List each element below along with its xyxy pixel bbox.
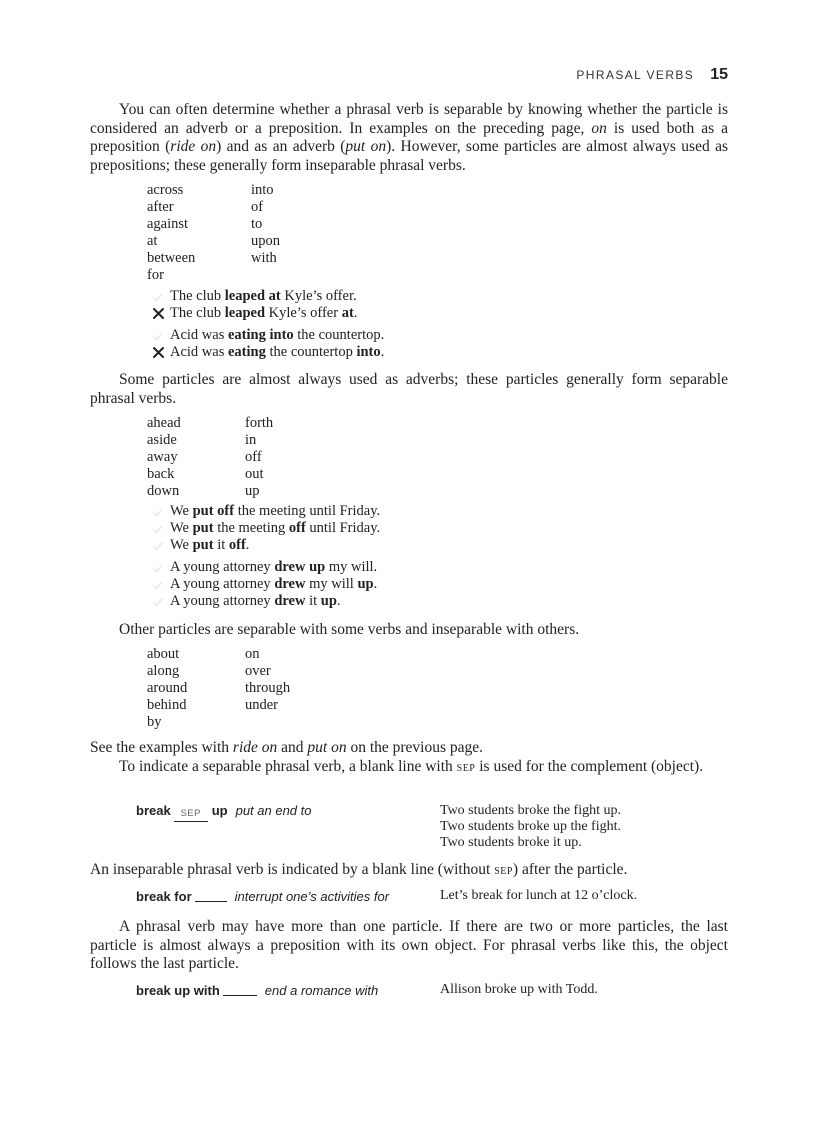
list-column	[147, 646, 245, 731]
particle-word: between	[147, 249, 196, 266]
definition-meaning: put an end to	[235, 803, 312, 818]
blank-line	[195, 889, 227, 902]
particle-word: into	[251, 182, 274, 198]
example-sentence: We put off the meeting until Friday.	[150, 503, 380, 520]
particle-word: across	[147, 182, 184, 198]
definition-example: Two students broke it up.	[440, 835, 582, 850]
particle-word: behind	[147, 696, 187, 713]
running-title: PHRASAL VERBS	[576, 68, 695, 82]
particle-word: back	[147, 465, 175, 482]
definition-break-for	[136, 888, 637, 905]
example-group-put-off	[150, 503, 380, 554]
correct-check-icon	[150, 330, 166, 342]
mixed-particle-list	[147, 646, 290, 731]
particle-word: with	[251, 249, 277, 266]
particle-word: away	[147, 448, 178, 465]
correct-check-icon	[150, 291, 166, 303]
paragraph-see-examples: See the examples with ride on and put on on the previous page.	[90, 739, 484, 756]
correct-check-icon	[150, 596, 166, 608]
paragraph-inseparable-notation: An inseparable phrasal verb is indicated by a blank line (without sep) after the particle.	[90, 861, 628, 878]
particle-word: on	[245, 646, 260, 662]
particle-word: of	[251, 198, 264, 215]
definition-term: break for interrupt one’s activities for	[136, 889, 390, 904]
particle-word: over	[245, 662, 271, 679]
paragraph-intro: You can often determine whether a phrasal verb is separable by knowing whether the particle is considered an adverb or a preposition. In examples on the preceding page, on is used both as a preposition (ride on) and as an adverb (put on). However, some particles are almost always used as prepositions; these generally form inseparable phrasal verbs.	[90, 101, 729, 174]
particle-word: down	[147, 482, 180, 499]
particle-word: to	[251, 215, 263, 232]
particle-word: upon	[251, 232, 280, 249]
particle-word: against	[147, 215, 189, 232]
example-group-drew-up	[150, 559, 377, 610]
particle-word: off	[245, 448, 262, 465]
list-column	[245, 415, 273, 500]
particle-word: in	[245, 431, 257, 448]
definition-meaning: interrupt one’s activities for	[234, 889, 390, 904]
incorrect-x-icon	[150, 346, 166, 359]
definition-example: Two students broke up the fight.	[440, 819, 621, 834]
example-group-leaped	[150, 288, 357, 322]
running-header	[576, 66, 728, 84]
example-sentence: The club leaped Kyle’s offer at.	[150, 305, 357, 322]
page-number: 15	[710, 66, 728, 83]
blank-line	[223, 983, 257, 996]
particle-word: about	[147, 646, 180, 662]
definition-example: Allison broke up with Todd.	[440, 982, 598, 997]
particle-word: through	[245, 679, 291, 696]
particle-word: at	[147, 232, 158, 249]
correct-check-icon	[150, 506, 166, 518]
example-sentence: We put it off.	[150, 537, 380, 554]
correct-check-icon	[150, 562, 166, 574]
example-sentence: We put the meeting off until Friday.	[150, 520, 380, 537]
definition-meaning: end a romance with	[264, 983, 379, 998]
particle-word: around	[147, 679, 188, 696]
definition-examples	[440, 888, 637, 905]
example-sentence: Acid was eating into the countertop.	[150, 327, 384, 344]
example-sentence: A young attorney drew up my will.	[150, 559, 377, 576]
particle-word: under	[245, 696, 279, 713]
incorrect-x-icon	[150, 307, 166, 320]
correct-check-icon	[150, 523, 166, 535]
example-sentence: A young attorney drew it up.	[150, 593, 377, 610]
list-column	[245, 646, 290, 731]
correct-check-icon	[150, 579, 166, 591]
particle-word: by	[147, 713, 162, 730]
definition-term: break up with end a romance with	[136, 983, 379, 998]
definition-break-up-with	[136, 982, 598, 999]
definition-examples	[440, 803, 621, 851]
paragraph-separable-notation: To indicate a separable phrasal verb, a blank line with sep is used for the complement (object).	[119, 758, 704, 775]
paragraph-adverbs: Some particles are almost always used as adverbs; these particles generally form separable phrasal verbs.	[90, 371, 728, 407]
list-column	[251, 182, 280, 283]
definition-example: Two students broke the fight up.	[440, 803, 621, 818]
particle-word: up	[245, 482, 260, 499]
paragraph-mixed: Other particles are separable with some verbs and inseparable with others.	[119, 621, 580, 638]
definition-example: Let’s break for lunch at 12 o’clock.	[440, 888, 638, 903]
adverb-particle-list	[147, 415, 273, 500]
example-sentence: The club leaped at Kyle’s offer.	[150, 288, 357, 305]
definition-examples	[440, 982, 598, 999]
definition-term: break SEP up put an end to	[136, 803, 440, 851]
particle-word: aside	[147, 431, 177, 448]
particle-word: along	[147, 662, 180, 679]
paragraph-multiple-particles: A phrasal verb may have more than one particle. If there are two or more particles, the last particle is almost always a preposition with its own object. For phrasal verbs like this, the object follows the last particle.	[90, 918, 728, 973]
particle-word: forth	[245, 415, 274, 431]
sep-blank: SEP	[174, 809, 208, 822]
example-sentence: Acid was eating the countertop into.	[150, 344, 384, 361]
definition-break-up	[136, 803, 621, 851]
correct-check-icon	[150, 540, 166, 552]
particle-word: ahead	[147, 415, 181, 431]
list-column	[147, 182, 251, 283]
particle-word: for	[147, 266, 164, 283]
list-column	[147, 415, 245, 500]
example-group-eating	[150, 327, 384, 361]
example-sentence: A young attorney drew my will up.	[150, 576, 377, 593]
particle-word: out	[245, 465, 264, 482]
preposition-particle-list	[147, 182, 280, 283]
particle-word: after	[147, 198, 174, 215]
